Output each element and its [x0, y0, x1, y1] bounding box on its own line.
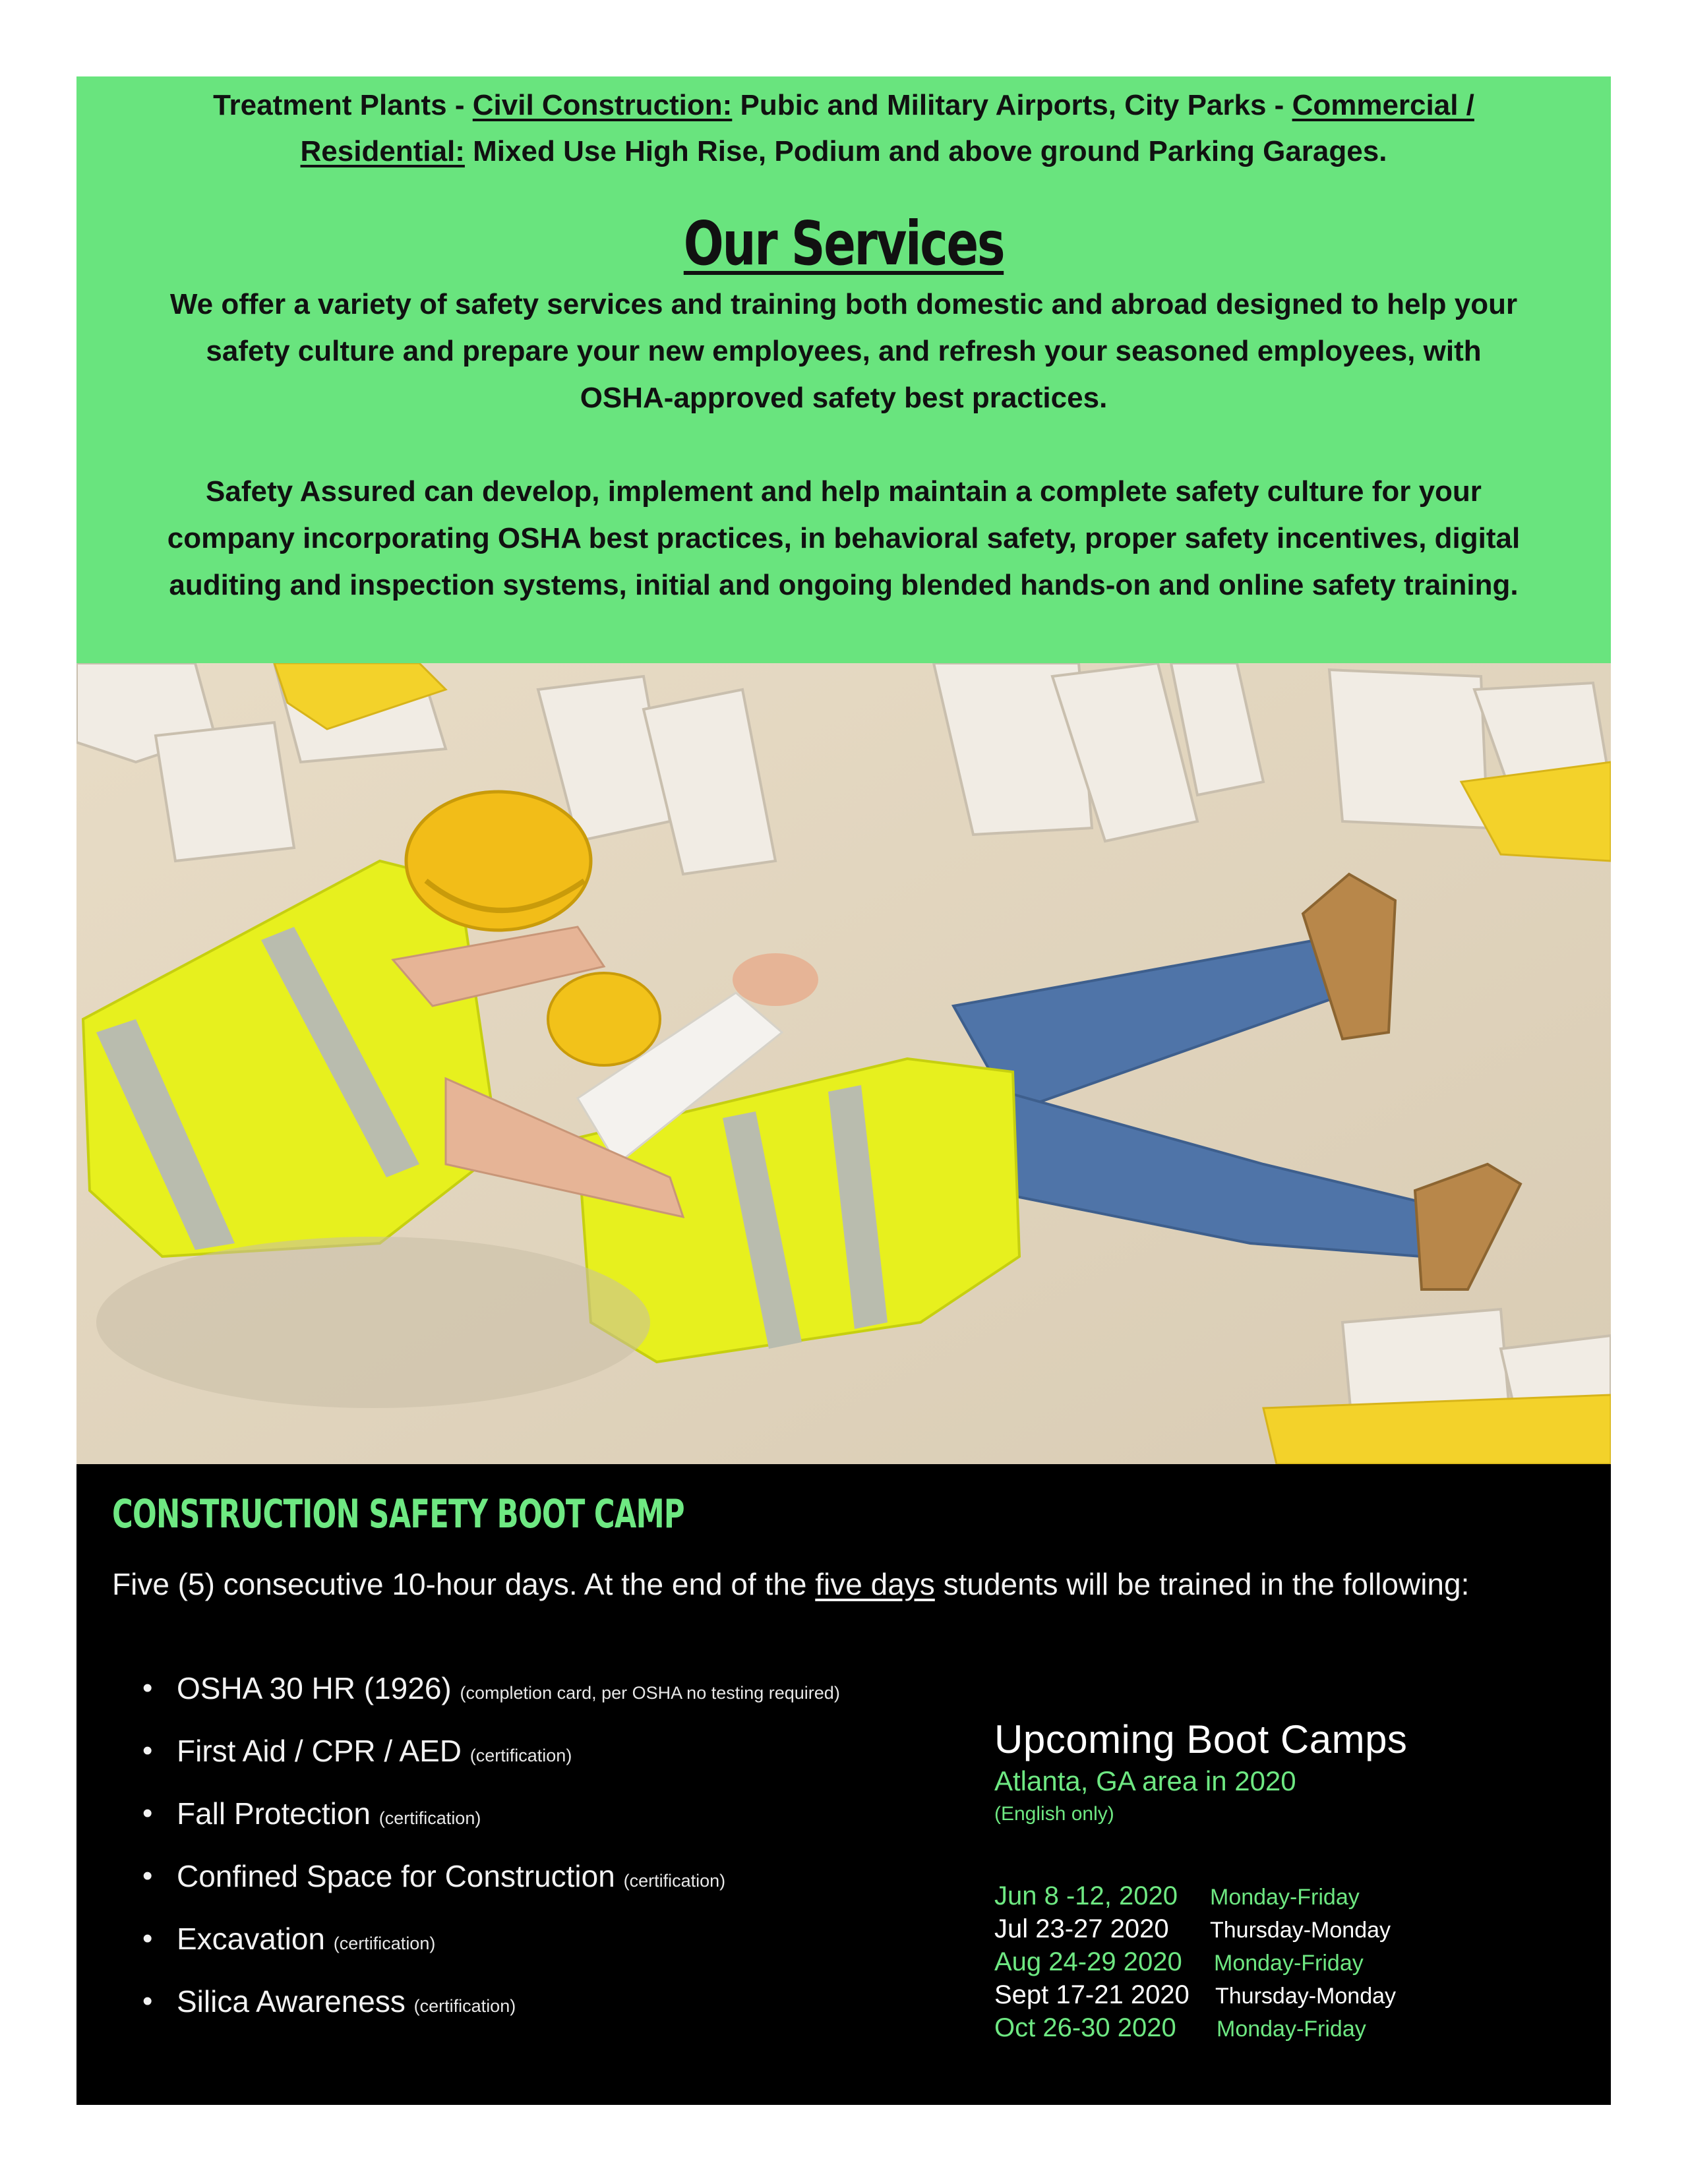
civil-construction-label: Civil Construction:: [472, 89, 733, 121]
schedule-days: Monday-Friday: [1217, 2017, 1366, 2042]
course-item-excavation: [142, 1912, 840, 1975]
injured-worker-photo: [76, 663, 1611, 1464]
schedule-dates: Jun 8 -12, 2020: [994, 1881, 1178, 1910]
schedule-row: [994, 2011, 1456, 2044]
services-heading: Our Services: [683, 208, 1004, 279]
services-para-line: safety culture and prepare your new employees, and refresh your seasoned employees, with: [206, 335, 1482, 367]
upcoming-heading: Upcoming Boot Camps: [994, 1717, 1408, 1761]
upcoming-location: Atlanta, GA area in 2020: [994, 1765, 1296, 1796]
schedule-days: Monday-Friday: [1214, 1951, 1364, 1976]
boot-camp-section: [76, 1464, 1611, 2105]
schedule-row: [994, 1912, 1456, 1945]
commercial-label: Commercial /: [1292, 89, 1474, 121]
first-aid-scene-illustration: [76, 663, 1611, 1464]
schedule-dates: Jul 23-27 2020: [994, 1914, 1169, 1943]
upcoming-boot-camps: [994, 1715, 1407, 1831]
schedule-days: Monday-Friday: [1210, 1885, 1360, 1910]
sectors-text: Mixed Use High Rise, Podium and above ground Parking Garages.: [464, 135, 1387, 167]
services-para-line: We offer a variety of safety services and training both domestic and abroad designed to help your: [169, 288, 1518, 320]
course-name: OSHA 30 HR (1926): [177, 1671, 452, 1705]
services-para-line: OSHA-approved safety best practices.: [580, 382, 1108, 414]
course-note: (certification): [469, 1746, 572, 1765]
residential-label: Residential:: [300, 135, 465, 167]
bullet-icon: •: [142, 1860, 153, 1892]
safety-culture-para-line: company incorporating OSHA best practices, in behavioral safety, proper safety incentives, digital: [167, 522, 1521, 554]
bullet-icon: •: [142, 1985, 153, 2017]
bullet-icon: •: [142, 1922, 153, 1955]
course-item-fall-protection: [142, 1787, 840, 1850]
course-note: (certification): [378, 1808, 481, 1828]
sectors-line-2: [76, 128, 1611, 175]
schedule-row: [994, 1879, 1456, 1912]
schedule-dates: Oct 26-30 2020: [994, 2013, 1176, 2042]
schedule-dates: Aug 24-29 2020: [994, 1947, 1182, 1976]
sectors-text: Pubic and Military Airports, City Parks -: [732, 89, 1292, 121]
course-item-first-aid: [142, 1725, 840, 1787]
boot-camp-heading: CONSTRUCTION SAFETY BOOT CAMP: [112, 1491, 684, 1537]
sectors-text: Treatment Plants -: [213, 89, 473, 121]
safety-culture-para-line: auditing and inspection systems, initial and ongoing blended hands-on and online safety training.: [169, 569, 1519, 601]
upcoming-language-note: (English only): [994, 1803, 1114, 1825]
course-item-confined-space: [142, 1850, 840, 1912]
bullet-icon: •: [142, 1672, 153, 1704]
schedule-row: [994, 1978, 1456, 2011]
course-name: Silica Awareness: [177, 1984, 406, 2019]
schedule-days: Thursday-Monday: [1215, 1984, 1397, 2009]
boot-camp-intro-text: students will be trained in the following:: [934, 1567, 1470, 1601]
course-item-silica: [142, 1975, 840, 2038]
course-note: (certification): [623, 1871, 726, 1891]
course-note: (certification): [333, 1933, 436, 1953]
course-item-osha-30: [142, 1662, 840, 1725]
course-name: Excavation: [177, 1922, 326, 1956]
services-section: [76, 76, 1611, 663]
five-days-label: five days: [815, 1567, 935, 1601]
schedule-row: [994, 1945, 1456, 1978]
course-name: First Aid / CPR / AED: [177, 1734, 462, 1768]
boot-camp-intro: [112, 1563, 1469, 1605]
boot-camp-intro-text: Five (5) consecutive 10-hour days. At the end of the: [112, 1567, 816, 1601]
course-name: Fall Protection: [177, 1796, 371, 1831]
bullet-icon: •: [142, 1734, 153, 1767]
course-note: (certification): [413, 1996, 516, 2016]
schedule-list: [994, 1879, 1456, 2044]
safety-culture-para-line: Safety Assured can develop, implement and help maintain a complete safety culture for your: [206, 475, 1482, 508]
bullet-icon: •: [142, 1797, 153, 1829]
sectors-line-1: [76, 82, 1611, 129]
course-name: Confined Space for Construction: [177, 1859, 615, 1893]
schedule-days: Thursday-Monday: [1210, 1918, 1391, 1943]
course-list: [142, 1662, 840, 2038]
course-note: (completion card, per OSHA no testing required): [460, 1683, 840, 1703]
schedule-dates: Sept 17-21 2020: [994, 1980, 1190, 2009]
